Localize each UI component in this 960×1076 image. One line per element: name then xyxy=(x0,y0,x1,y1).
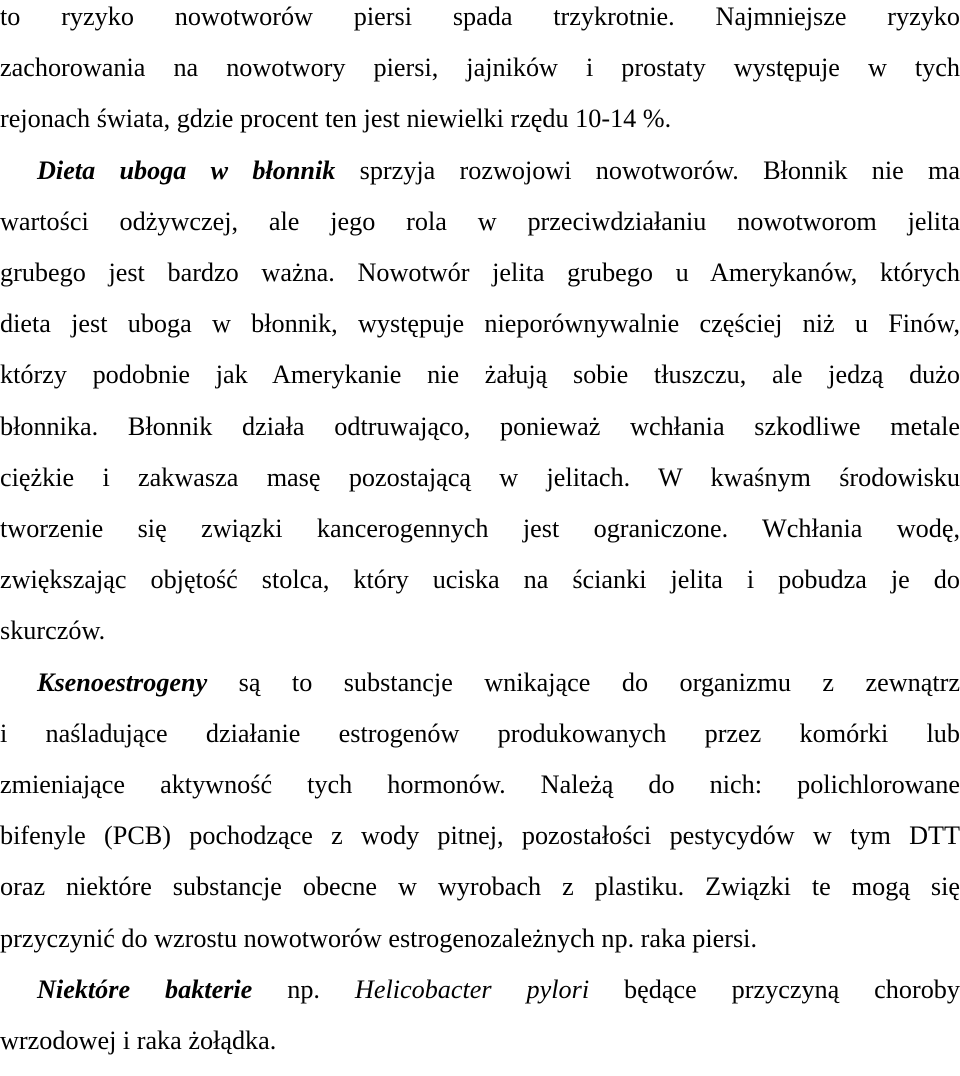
text-run: i naśladujące działanie estrogenów produkowanych przez komórki lub xyxy=(0,718,960,748)
text-run: przyczynić do wzrostu nowotworów estrogenozależnych np. raka piersi. xyxy=(0,923,757,953)
text-run: to ryzyko nowotworów piersi spada trzykrotnie. Najmniejsze ryzyko xyxy=(0,2,960,31)
text-line xyxy=(0,769,960,820)
text-run: sprzyja rozwojowi nowotworów. Błonnik nie ma xyxy=(335,155,960,185)
text-run: zwiększając objętość stolca, który uciska na ścianki jelita i pobudza je do xyxy=(0,565,960,595)
text-line xyxy=(0,411,960,462)
text-line xyxy=(0,52,960,103)
text-line xyxy=(0,718,960,769)
text-run: zmieniające aktywność tych hormonów. Należą do nich: polichlorowane xyxy=(0,770,960,799)
text-run: zachorowania na nowotwory piersi, jajników i prostaty występuje w tych xyxy=(0,53,960,83)
emphasized-term: Niektóre bakterie xyxy=(37,974,253,1004)
text-run: są to substancje wnikające do organizmu z zewnątrz xyxy=(207,667,960,697)
text-run: tworzenie się związki kancerogennych jest ograniczone. Wchłania wodę, xyxy=(0,514,960,543)
text-run: grubego jest bardzo ważna. Nowotwór jelita grubego u Amerykanów, których xyxy=(0,258,960,287)
text-run: którzy podobnie jak Amerykanie nie żałują sobie tłuszczu, ale jedzą dużo xyxy=(0,360,960,390)
text-line xyxy=(0,974,960,1025)
text-line xyxy=(0,1025,960,1076)
text-line xyxy=(0,206,960,257)
text-run: np. xyxy=(252,974,355,1004)
text-run: błonnika. Błonnik działa odtruwająco, ponieważ wchłania szkodliwe metale xyxy=(0,411,960,441)
text-run: ciężkie i zakwasza masę pozostającą w jelitach. W kwaśnym środowisku xyxy=(0,462,960,492)
text-run: wrzodowej i raka żołądka. xyxy=(0,1026,277,1055)
text-line xyxy=(0,564,960,615)
text-run: oraz niektóre substancje obecne w wyrobach z plastiku. Związki te mogą się xyxy=(0,872,960,902)
emphasized-term: Ksenoestrogeny xyxy=(37,667,208,697)
text-line xyxy=(0,615,960,666)
emphasized-term: Dieta uboga w błonnik xyxy=(37,155,336,185)
text-run: dieta jest uboga w błonnik, występuje nieporównywalnie częściej niż u Finów, xyxy=(0,309,960,339)
text-run: wartości odżywczej, ale jego rola w przeciwdziałaniu nowotworom jelita xyxy=(0,206,960,236)
text-line xyxy=(0,871,960,922)
emphasized-term: Helicobacter pylori xyxy=(354,974,590,1004)
text-line xyxy=(0,513,960,564)
text-run: bifenyle (PCB) pochodzące z wody pitnej, pozostałości pestycydów w tym DTT xyxy=(0,821,960,851)
text-line xyxy=(0,820,960,871)
text-line xyxy=(0,462,960,513)
text-line xyxy=(0,359,960,410)
text-line xyxy=(0,308,960,359)
text-line xyxy=(0,103,960,154)
text-line xyxy=(0,923,960,974)
text-line xyxy=(0,155,960,206)
text-run: skurczów. xyxy=(0,616,106,646)
text-run: będące przyczyną choroby xyxy=(589,974,960,1004)
text-line xyxy=(0,1,960,52)
text-line xyxy=(0,667,960,718)
text-line xyxy=(0,257,960,308)
text-run: rejonach świata, gdzie procent ten jest niewielki rzędu 10-14 %. xyxy=(0,104,672,134)
